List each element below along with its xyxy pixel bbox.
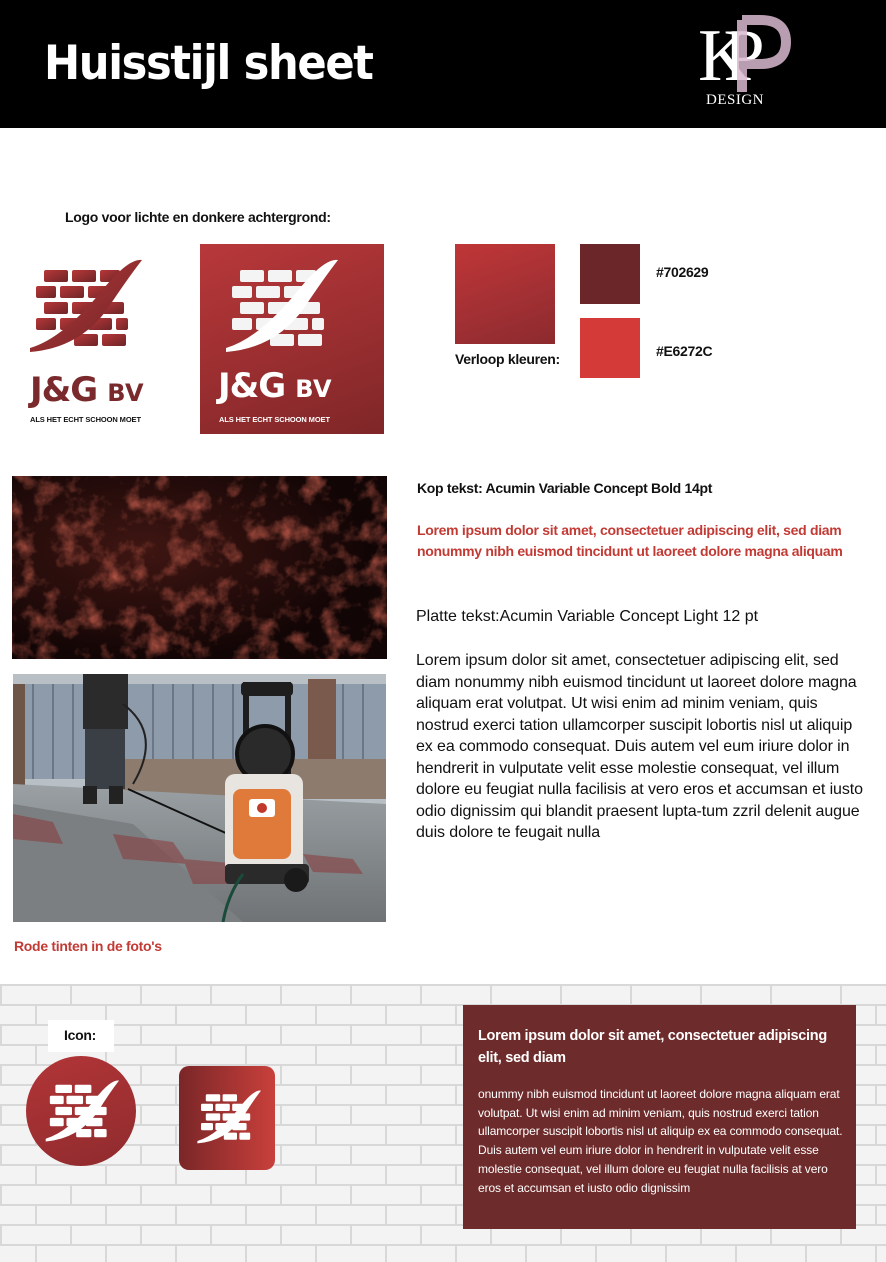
- info-box-title: Lorem ipsum dolor sit amet, consectetuer adipiscing elit, sed diam: [478, 1028, 827, 1066]
- page-title: Huisstijl sheet: [44, 36, 373, 91]
- photo-caption: Rode tinten in de foto's: [14, 938, 162, 954]
- brick-square-icon: [179, 1066, 275, 1170]
- brick-round-icon: [26, 1056, 136, 1166]
- logo-tagline: ALS HET ECHT SCHOON MOET: [30, 415, 141, 424]
- gradient-swatch: [455, 244, 555, 344]
- logo-section-heading: Logo voor lichte en donkere achtergrond:: [65, 209, 331, 225]
- brick-logo-icon-white: [220, 248, 350, 368]
- hex-code-light: #E6272C: [656, 343, 713, 359]
- color-swatch-light: [580, 318, 640, 378]
- logo-dark-background: [200, 244, 384, 434]
- logo-tagline: ALS HET ECHT SCHOON MOET: [219, 415, 330, 424]
- red-texture-photo: [12, 476, 387, 659]
- logo-suffix: BV: [295, 375, 333, 403]
- pressure-washer-photo: [13, 674, 386, 922]
- hex-code-dark: #702629: [656, 264, 709, 280]
- logo-light-background: [20, 244, 204, 434]
- logo-suffix: BV: [107, 379, 145, 407]
- kp-logo-subtitle: DESIGN: [706, 92, 764, 108]
- icon-section-label: Icon:: [64, 1027, 96, 1043]
- info-box-body: onummy nibh euismod tincidunt ut laoreet dolore magna aliquam erat volutpat. Ut wisi enim ad minim veniam, quis nostrud exerci tation ullamcorper suscipit lobortis nisl ut aliquip ex ea commodo consequat. Duis autem vel eum iriure dolor in hendrerit in vulputate velit esse molestie consequat, vel illum dolore eu feugiat nulla facilisis at vero eros et accumsan et iusto odio dignissim: [478, 1087, 843, 1195]
- info-text-box: [463, 1005, 856, 1229]
- kp-logo-text: KP: [698, 15, 737, 97]
- brick-logo-icon: [24, 248, 154, 368]
- logo-name: J&G: [30, 370, 98, 410]
- body-font-spec: Platte tekst:Acumin Variable Concept Light 12 pt: [416, 608, 759, 625]
- heading-sample-text: Lorem ipsum dolor sit amet, consectetuer adipiscing elit, sed diam nonummy nibh euismod tincidunt ut laoreet dolore magna aliquam: [417, 522, 843, 559]
- heading-font-spec: Kop tekst: Acumin Variable Concept Bold 14pt: [417, 480, 713, 496]
- gradient-label: Verloop kleuren:: [455, 351, 560, 367]
- color-swatch-dark: [580, 244, 640, 304]
- body-sample-text: Lorem ipsum dolor sit amet, consectetuer adipiscing elit, sed diam nonummy nibh euismod tincidunt ut laoreet dolore magna aliquam erat volutpat. Ut wisi enim ad minim veniam, quis nostrud exerci tation ullamcorper suscipit lobortis nisl ut aliquip ex ea commodo consequat. Duis autem vel eum iriure dolor in hendrerit in vulputate velit esse molestie consequat, vel illum dolore eu feugiat nulla facilisis at vero eros et accumsan et iusto odio dignissim qui blandit praesent lupta-tum zzril delenit augue duis dolore te feugait nulla: [416, 652, 863, 841]
- logo-name: J&G: [218, 366, 286, 406]
